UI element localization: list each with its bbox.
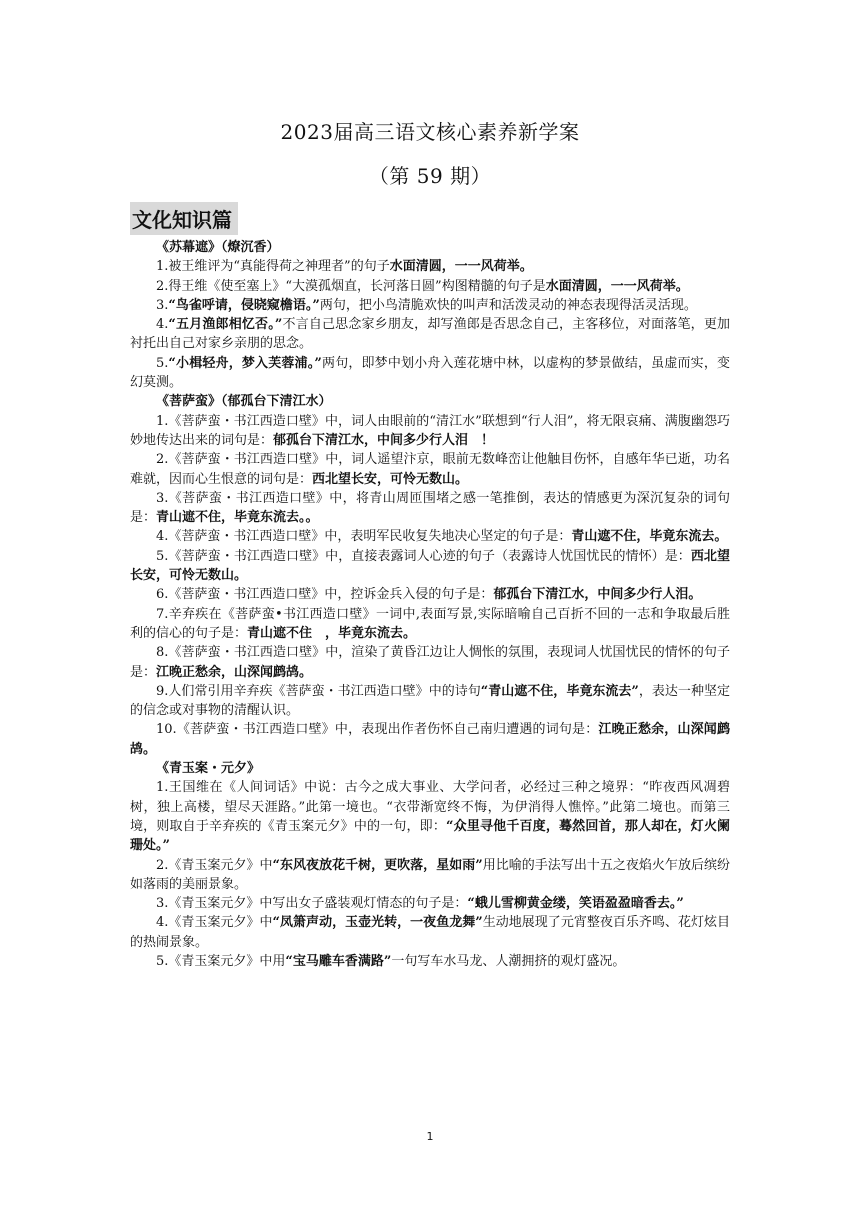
answer-text: “青山遮不住，毕竟东流去” [480, 683, 639, 699]
heading-sumuzhe [130, 238, 730, 257]
question-text: 10.《菩萨蛮・书江西造口壁》中，表现出作者伤怀自己南归遭遇的词句是： [156, 722, 599, 738]
item-qingyuan-1 [130, 778, 730, 855]
question-text: 1.《菩萨蛮・书江西造口壁》中，词人由眼前的“清江水”联想到“行人泪”，将无限哀痛、满腹幽怨巧妙地传达出来的词句是： [130, 413, 730, 448]
question-text: 不言自己思念家乡朋友，却写渔郎是否思念自己，主客移位，对面落笔，更加衬托出自己对家乡亲朋的思念。 [130, 317, 730, 352]
question-text: 1.王国维在《人间词话》中说：古今之成大事业、大学问者，必经过三种之境界：“昨夜西风凋碧树，独上高楼，望尽天涯路。”此第一境也。“衣带渐宽终不悔，为伊消得人憔悴。”此第二境也。而第三境，则取自于辛弃疾的《青玉案元夕》中的一句，即： [130, 780, 730, 834]
item-pusaman-10 [130, 720, 730, 759]
answer-text: “小楫轻舟，梦入芙蓉浦。” [168, 355, 322, 371]
answer-text: 江晚正愁余，山深闻鹧鸪。 [156, 664, 313, 680]
question-text: 4.《青玉案元夕》中 [156, 915, 273, 931]
item-sumuzhe-3 [130, 296, 730, 315]
question-text: 生动地展现了元宵整夜百乐齐鸣、花灯炫目的热闹景象。 [130, 915, 730, 950]
question-text: 8.《菩萨蛮・书江西造口壁》中，渲染了黄昏江边让人惆怅的氛围，表现词人忧国忧民的情怀的句子是： [130, 645, 730, 680]
item-pusaman-4 [130, 527, 730, 546]
answer-text: 水面清圆，一一风荷举。 [545, 278, 689, 294]
question-text: 一句写车水马龙、人潮拥挤的观灯盛况。 [391, 953, 626, 969]
item-pusaman-3 [130, 489, 730, 528]
answer-text: 青山遮不住，毕竟东流去。 [571, 529, 728, 545]
question-text: 5.《菩萨蛮・书江西造口壁》中，直接表露词人心迹的句子（表露诗人忧国忧民的情怀）是： [156, 548, 691, 564]
poem-title: 《青玉案・元夕》 [156, 761, 261, 777]
answer-text: “鸟雀呼请，侵晓窥檐语。” [168, 297, 320, 313]
poem-title: 《菩萨蛮》 [156, 394, 222, 410]
poem-title: 《苏幕遮》 [156, 240, 222, 255]
question-text: 1.被王维评为“真能得荷之神理者”的句子 [156, 259, 390, 275]
question-text: 6.《菩萨蛮・书江西造口壁》中，控诉金兵入侵的句子是： [156, 587, 494, 603]
question-text: 5. [156, 355, 169, 371]
item-sumuzhe-2 [130, 277, 730, 296]
document-title: 2023届高三语文核心素养新学案 [280, 120, 580, 144]
item-qingyuan-5 [130, 952, 730, 971]
answer-text: “东风夜放花千树，更吹落，星如雨” [272, 857, 483, 873]
item-sumuzhe-1 [130, 257, 730, 276]
item-pusaman-7 [130, 605, 730, 644]
poem-subtitle: （燎沉香） [221, 240, 280, 255]
answer-text: 江晚正愁余，山深闻鹧鸪。 [130, 722, 730, 757]
answer-text: “五月渔郎相忆否。” [168, 317, 283, 333]
item-sumuzhe-4 [130, 315, 730, 354]
question-text: 两句，即梦中划小舟入莲花塘中林，以虚构的梦景做结，虽虚而实，变幻莫测。 [130, 355, 730, 391]
item-sumuzhe-5 [130, 354, 730, 393]
question-text: 3. [156, 297, 169, 313]
question-text: 用比喻的手法写出十五之夜焰火乍放后缤纷如落雨的美丽景象。 [130, 857, 730, 892]
heading-qingyuan [130, 759, 730, 778]
poem-subtitle: （郁孤台下清江水） [221, 394, 332, 410]
item-pusaman-6 [130, 585, 730, 604]
answer-text: 西北望长安，可怜无数山。 [312, 471, 469, 487]
item-pusaman-5 [130, 547, 730, 586]
question-text: 4. [156, 317, 169, 333]
question-text: 两句，把小鸟清脆欢快的叫声和活泼灵动的神态表现得活灵活现。 [319, 297, 697, 313]
issue-number: （第 59 期） [368, 164, 492, 188]
question-text: 3.《青玉案元夕》中写出女子盛装观灯情态的句子是： [156, 896, 468, 912]
answer-text: 青山遮不住 ，毕竟东流去。 [247, 625, 417, 641]
answer-text: 郁孤台下清江水，中间多少行人泪。 [493, 587, 702, 603]
answer-text: 西北望长安，可怜无数山。 [130, 548, 730, 584]
item-qingyuan-2 [130, 856, 730, 895]
item-qingyuan-3 [130, 894, 730, 913]
answer-text: “众里寻他千百度，蓦然回首，那人却在，灯火阑珊处。” [130, 818, 730, 854]
question-text: 2.《青玉案元夕》中 [156, 857, 273, 873]
item-qingyuan-4 [130, 913, 730, 952]
question-text: 9.人们常引用辛弃疾《菩萨蛮・书江西造口壁》中的诗句 [156, 683, 481, 699]
question-text: 4.《菩萨蛮・书江西造口壁》中，表明军民收复失地决心坚定的句子是： [156, 529, 572, 545]
question-text: ，表达一种坚定的信念或对事物的清醒认识。 [130, 683, 730, 719]
question-text: 5.《青玉案元夕》中用 [156, 953, 286, 969]
heading-pusaman [130, 392, 730, 411]
page-number: 1 [426, 1130, 434, 1143]
answer-text: 青山遮不住，毕竟东流去。。 [156, 510, 319, 526]
item-pusaman-2 [130, 450, 730, 489]
question-text: 3.《菩萨蛮・书江西造口壁》中，将青山周匝围堵之感一笔推倒，表达的情感更为深沉复杂的词句是： [130, 490, 730, 526]
answer-text: “蛾儿雪柳黄金缕，笑语盈盈暗香去。” [467, 896, 684, 912]
question-text: 2.《菩萨蛮・书江西造口壁》中，词人遥望汴京，眼前无数峰峦让他触目伤怀，自感年华已逝，功名难就，因而心生恨意的词句是： [130, 452, 730, 487]
answer-text: “宝马雕车香满路” [285, 953, 392, 969]
item-pusaman-1 [130, 412, 730, 451]
document-body [130, 238, 730, 971]
section-heading: 文化知识篇 [130, 202, 238, 235]
question-text: 2.得王维《使至塞上》“大漠孤烟直，长河落日圆”构图精髓的句子是 [156, 278, 546, 294]
answer-text: 郁孤台下清江水，中间多少行人泪 ！ [273, 432, 495, 448]
item-pusaman-8 [130, 643, 730, 682]
question-text: 7.辛弃疾在《菩萨蛮•书江西造口壁》一词中,表面写景,实际暗喻自己百折不回的一志和争取最后胜利的信心的句子是： [130, 606, 730, 641]
answer-text: “凤箫声动，玉壶光转，一夜鱼龙舞” [272, 915, 483, 931]
answer-text: 水面清圆，一一风荷举。 [389, 259, 533, 275]
item-pusaman-9 [130, 682, 730, 721]
